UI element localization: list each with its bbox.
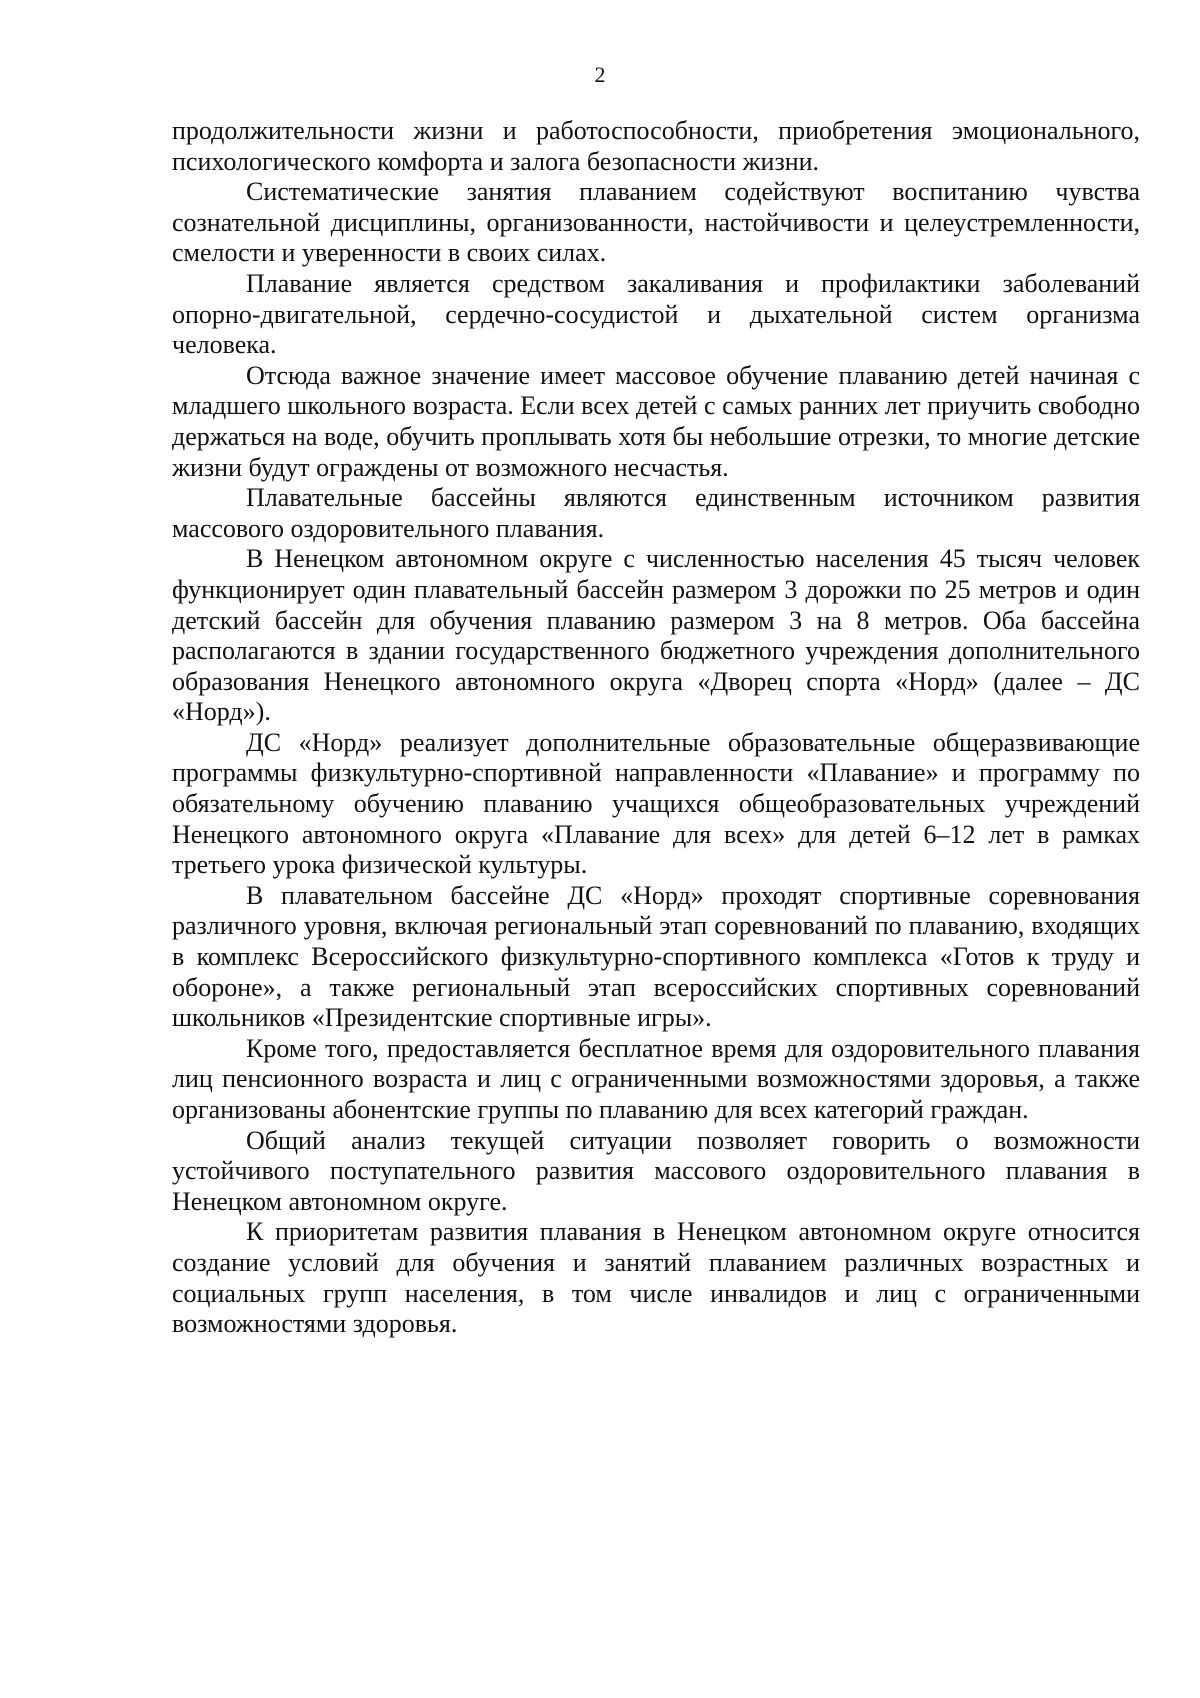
paragraph-9: Кроме того, предоставляется бесплатное время для оздоровительного плавания лиц пенсионного возраста и лиц с ограниченными возможностями здоровья, а также организованы абонентские группы по плаванию для всех категорий граждан.: [172, 1033, 1140, 1124]
paragraph-10: Общий анализ текущей ситуации позволяет говорить о возможности устойчивого поступательного развития массового оздоровительного плавания в Ненецком автономном округе.: [172, 1125, 1140, 1216]
paragraph-7: ДС «Норд» реализует дополнительные образовательные общеразвивающие программы физкультурно-спортивной направленности «Плавание» и программу по обязательному обучению плаванию учащихся общеобразовательных учреждений Ненецкого автономного округа «Плавание для всех» для детей 6–12 лет в рамках третьего урока физической культуры.: [172, 727, 1140, 880]
paragraph-8: В плавательном бассейне ДС «Норд» проходят спортивные соревнования различного уровня, включая региональный этап соревнований по плаванию, входящих в комплекс Всероссийского физкультурно-спортивного комплекса «Готов к труду и обороне», а также региональный этап всероссийских спортивных соревнований школьников «Президентские спортивные игры».: [172, 880, 1140, 1033]
paragraph-3: Плавание является средством закаливания и профилактики заболеваний опорно-двигательной, сердечно-сосудистой и дыхательной систем организма человека.: [172, 268, 1140, 360]
paragraph-5: Плавательные бассейны являются единственным источником развития массового оздоровительного плавания.: [172, 483, 1140, 543]
page-number: 2: [594, 62, 606, 87]
paragraph-4: Отсюда важное значение имеет массовое обучение плаванию детей начиная с младшего школьного возраста. Если всех детей с самых ранних лет приучить свободно держаться на воде, обучить проплывать хотя бы небольшие отрезки, то многие детские жизни будут ограждены от возможного несчастья.: [172, 360, 1140, 482]
paragraph-11: К приоритетам развития плавания в Ненецком автономном округе относится создание условий для обучения и занятий плаванием различных возрастных и социальных групп населения, в том числе инвалидов и лиц с ограниченными возможностями здоровья.: [172, 1217, 1140, 1339]
document-body: [172, 116, 1140, 1340]
paragraph-6: В Ненецком автономном округе с численностью населения 45 тысяч человек функционирует один плавательный бассейн размером 3 дорожки по 25 метров и один детский бассейн для обучения плаванию размером 3 на 8 метров. Оба бассейна располагаются в здании государственного бюджетного учреждения дополнительного образования Ненецкого автономного округа «Дворец спорта «Норд» (далее – ДС «Норд»).: [172, 544, 1140, 727]
paragraph-1: продолжительности жизни и работоспособности, приобретения эмоционального, психологического комфорта и залога безопасности жизни.: [172, 116, 1140, 176]
paragraph-2: Систематические занятия плаванием содействуют воспитанию чувства сознательной дисциплины, организованности, настойчивости и целеустремленности, смелости и уверенности в своих силах.: [172, 177, 1140, 268]
